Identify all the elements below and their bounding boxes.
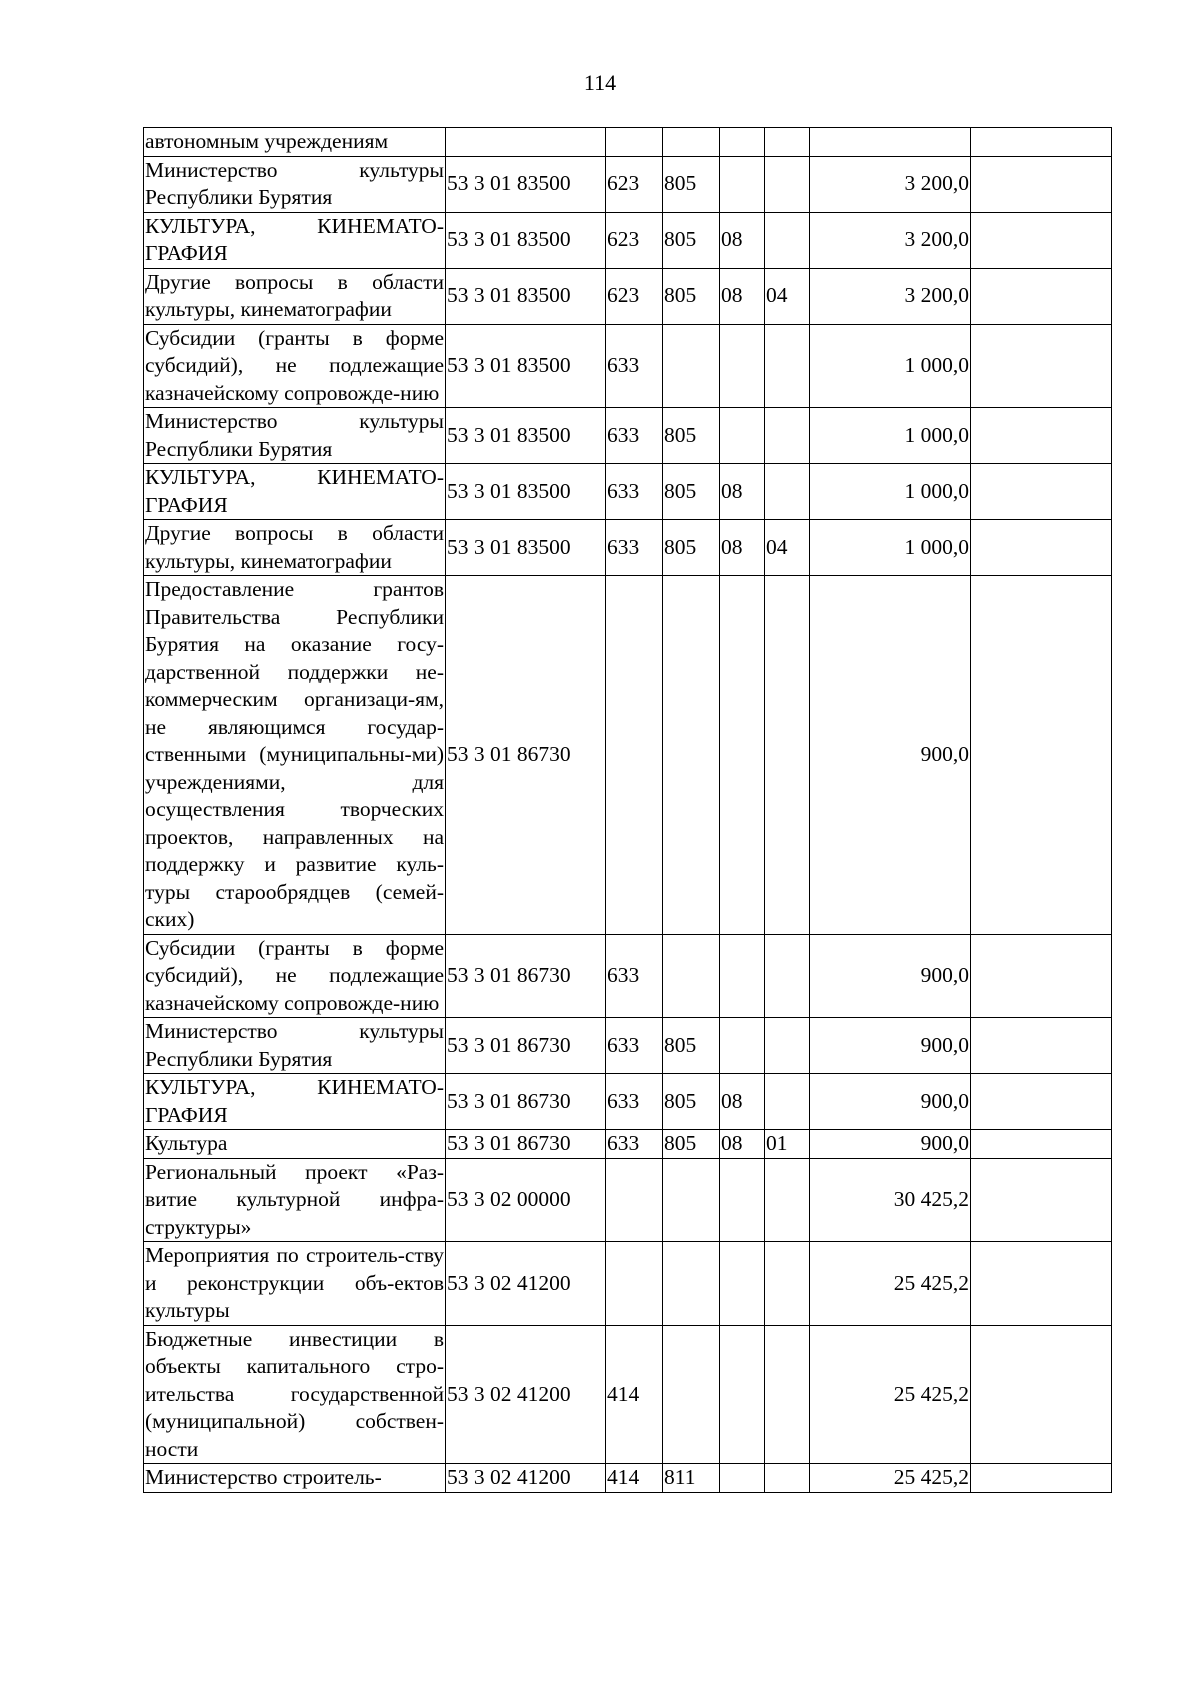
subsection-code-cell: 01 — [765, 1130, 810, 1159]
extra-cell — [971, 1018, 1112, 1074]
expense-type-cell: 414 — [606, 1464, 663, 1493]
row-name-cell: автономным учреждениям — [144, 128, 446, 157]
subsection-code-cell — [765, 156, 810, 212]
ministry-code-cell: 805 — [663, 1074, 720, 1130]
subsection-code-cell: 04 — [765, 268, 810, 324]
section-code-cell — [720, 128, 765, 157]
table-row — [144, 576, 1112, 935]
ministry-code-cell: 805 — [663, 1018, 720, 1074]
ministry-code-cell: 811 — [663, 1464, 720, 1493]
section-code-cell: 08 — [720, 1074, 765, 1130]
subsection-code-cell: 04 — [765, 520, 810, 576]
ministry-code-cell — [663, 934, 720, 1018]
amount-cell: 30 425,2 — [810, 1158, 971, 1242]
amount-cell: 900,0 — [810, 1074, 971, 1130]
section-code-cell — [720, 1018, 765, 1074]
extra-cell — [971, 1130, 1112, 1159]
target-code-cell: 53 3 01 86730 — [446, 934, 606, 1018]
section-code-cell — [720, 156, 765, 212]
amount-cell: 900,0 — [810, 1018, 971, 1074]
target-code-cell: 53 3 01 83500 — [446, 324, 606, 408]
ministry-code-cell: 805 — [663, 268, 720, 324]
target-code-cell: 53 3 02 00000 — [446, 1158, 606, 1242]
row-name-cell: КУЛЬТУРА, КИНЕМАТО-ГРАФИЯ — [144, 1074, 446, 1130]
target-code-cell: 53 3 01 83500 — [446, 408, 606, 464]
extra-cell — [971, 408, 1112, 464]
ministry-code-cell: 805 — [663, 520, 720, 576]
ministry-code-cell — [663, 1325, 720, 1464]
table-row — [144, 1464, 1112, 1493]
subsection-code-cell — [765, 464, 810, 520]
table-row — [144, 408, 1112, 464]
table-row — [144, 156, 1112, 212]
amount-cell: 25 425,2 — [810, 1325, 971, 1464]
row-name-cell: Другие вопросы в области культуры, кинематографии — [144, 520, 446, 576]
expense-type-cell: 633 — [606, 408, 663, 464]
amount-cell: 3 200,0 — [810, 268, 971, 324]
ministry-code-cell — [663, 324, 720, 408]
expense-type-cell — [606, 1158, 663, 1242]
table-row — [144, 1325, 1112, 1464]
table-row — [144, 520, 1112, 576]
expense-type-cell — [606, 128, 663, 157]
table-row — [144, 324, 1112, 408]
target-code-cell: 53 3 01 83500 — [446, 464, 606, 520]
amount-cell: 900,0 — [810, 1130, 971, 1159]
extra-cell — [971, 1074, 1112, 1130]
expense-type-cell: 633 — [606, 464, 663, 520]
amount-cell: 1 000,0 — [810, 324, 971, 408]
ministry-code-cell — [663, 128, 720, 157]
extra-cell — [971, 156, 1112, 212]
expense-type-cell: 414 — [606, 1325, 663, 1464]
row-name-cell: Бюджетные инвестиции в объекты капитального стро-ительства государственной (муниципальной) собствен-ности — [144, 1325, 446, 1464]
section-code-cell — [720, 324, 765, 408]
amount-cell — [810, 128, 971, 157]
table-row — [144, 934, 1112, 1018]
table-row — [144, 128, 1112, 157]
subsection-code-cell — [765, 1018, 810, 1074]
extra-cell — [971, 212, 1112, 268]
row-name-cell: Субсидии (гранты в форме субсидий), не подлежащие казначейскому сопровожде-нию — [144, 324, 446, 408]
row-name-cell: Субсидии (гранты в форме субсидий), не подлежащие казначейскому сопровожде-нию — [144, 934, 446, 1018]
table-row — [144, 212, 1112, 268]
expense-type-cell: 633 — [606, 324, 663, 408]
row-name-cell: Культура — [144, 1130, 446, 1159]
amount-cell: 900,0 — [810, 934, 971, 1018]
table-row — [144, 1074, 1112, 1130]
extra-cell — [971, 128, 1112, 157]
section-code-cell — [720, 1464, 765, 1493]
extra-cell — [971, 576, 1112, 935]
amount-cell: 1 000,0 — [810, 464, 971, 520]
table-body — [144, 128, 1112, 1493]
section-code-cell: 08 — [720, 212, 765, 268]
page-number: 114 — [583, 70, 617, 95]
row-name-cell: Министерство строитель- — [144, 1464, 446, 1493]
extra-cell — [971, 268, 1112, 324]
target-code-cell: 53 3 01 83500 — [446, 268, 606, 324]
row-name-cell: Министерство культуры Республики Бурятия — [144, 408, 446, 464]
extra-cell — [971, 1464, 1112, 1493]
ministry-code-cell: 805 — [663, 212, 720, 268]
section-code-cell: 08 — [720, 268, 765, 324]
ministry-code-cell — [663, 576, 720, 935]
target-code-cell: 53 3 01 86730 — [446, 576, 606, 935]
table-row — [144, 1018, 1112, 1074]
target-code-cell — [446, 128, 606, 157]
expense-type-cell: 633 — [606, 520, 663, 576]
expense-type-cell: 633 — [606, 1018, 663, 1074]
section-code-cell — [720, 1158, 765, 1242]
ministry-code-cell: 805 — [663, 408, 720, 464]
section-code-cell: 08 — [720, 520, 765, 576]
amount-cell: 25 425,2 — [810, 1464, 971, 1493]
expense-type-cell: 623 — [606, 212, 663, 268]
target-code-cell: 53 3 01 86730 — [446, 1130, 606, 1159]
extra-cell — [971, 1242, 1112, 1326]
expense-type-cell: 633 — [606, 934, 663, 1018]
subsection-code-cell — [765, 576, 810, 935]
ministry-code-cell — [663, 1242, 720, 1326]
amount-cell: 3 200,0 — [810, 156, 971, 212]
row-name-cell: Предоставление грантов Правительства Республики Бурятия на оказание госу-дарственной поддержки не-коммерческим организаци-ям, не являющимся государ-ственными (муниципальны-ми) учреждениями, для осуществления творческих проектов, направленных на поддержку и развитие куль-туры старообрядцев (семей-ских) — [144, 576, 446, 935]
amount-cell: 25 425,2 — [810, 1242, 971, 1326]
target-code-cell: 53 3 01 83500 — [446, 212, 606, 268]
target-code-cell: 53 3 01 83500 — [446, 156, 606, 212]
subsection-code-cell — [765, 934, 810, 1018]
ministry-code-cell — [663, 1158, 720, 1242]
ministry-code-cell: 805 — [663, 464, 720, 520]
extra-cell — [971, 464, 1112, 520]
section-code-cell: 08 — [720, 464, 765, 520]
target-code-cell: 53 3 01 83500 — [446, 520, 606, 576]
target-code-cell: 53 3 02 41200 — [446, 1242, 606, 1326]
row-name-cell: Другие вопросы в области культуры, кинематографии — [144, 268, 446, 324]
subsection-code-cell — [765, 1074, 810, 1130]
row-name-cell: КУЛЬТУРА, КИНЕМАТО-ГРАФИЯ — [144, 464, 446, 520]
section-code-cell — [720, 1325, 765, 1464]
subsection-code-cell — [765, 1242, 810, 1326]
expense-type-cell: 623 — [606, 268, 663, 324]
expense-type-cell: 623 — [606, 156, 663, 212]
subsection-code-cell — [765, 212, 810, 268]
row-name-cell: Региональный проект «Раз-витие культурной инфра-структуры» — [144, 1158, 446, 1242]
subsection-code-cell — [765, 1464, 810, 1493]
row-name-cell: КУЛЬТУРА, КИНЕМАТО-ГРАФИЯ — [144, 212, 446, 268]
extra-cell — [971, 324, 1112, 408]
expense-type-cell — [606, 576, 663, 935]
subsection-code-cell — [765, 1325, 810, 1464]
extra-cell — [971, 520, 1112, 576]
budget-table — [143, 127, 1112, 1493]
table-row — [144, 268, 1112, 324]
row-name-cell: Мероприятия по строитель-ству и реконструкции объ-ектов культуры — [144, 1242, 446, 1326]
subsection-code-cell — [765, 128, 810, 157]
row-name-cell: Министерство культуры Республики Бурятия — [144, 1018, 446, 1074]
section-code-cell — [720, 1242, 765, 1326]
expense-type-cell — [606, 1242, 663, 1326]
section-code-cell: 08 — [720, 1130, 765, 1159]
row-name-cell: Министерство культуры Республики Бурятия — [144, 156, 446, 212]
table-row — [144, 1130, 1112, 1159]
extra-cell — [971, 934, 1112, 1018]
target-code-cell: 53 3 01 86730 — [446, 1018, 606, 1074]
amount-cell: 1 000,0 — [810, 408, 971, 464]
section-code-cell — [720, 408, 765, 464]
ministry-code-cell: 805 — [663, 1130, 720, 1159]
section-code-cell — [720, 934, 765, 1018]
expense-type-cell: 633 — [606, 1130, 663, 1159]
amount-cell: 900,0 — [810, 576, 971, 935]
subsection-code-cell — [765, 408, 810, 464]
extra-cell — [971, 1325, 1112, 1464]
table-row — [144, 1158, 1112, 1242]
target-code-cell: 53 3 02 41200 — [446, 1325, 606, 1464]
table-row — [144, 1242, 1112, 1326]
target-code-cell: 53 3 01 86730 — [446, 1074, 606, 1130]
subsection-code-cell — [765, 1158, 810, 1242]
amount-cell: 1 000,0 — [810, 520, 971, 576]
extra-cell — [971, 1158, 1112, 1242]
subsection-code-cell — [765, 324, 810, 408]
expense-type-cell: 633 — [606, 1074, 663, 1130]
ministry-code-cell: 805 — [663, 156, 720, 212]
table-row — [144, 464, 1112, 520]
target-code-cell: 53 3 02 41200 — [446, 1464, 606, 1493]
amount-cell: 3 200,0 — [810, 212, 971, 268]
section-code-cell — [720, 576, 765, 935]
